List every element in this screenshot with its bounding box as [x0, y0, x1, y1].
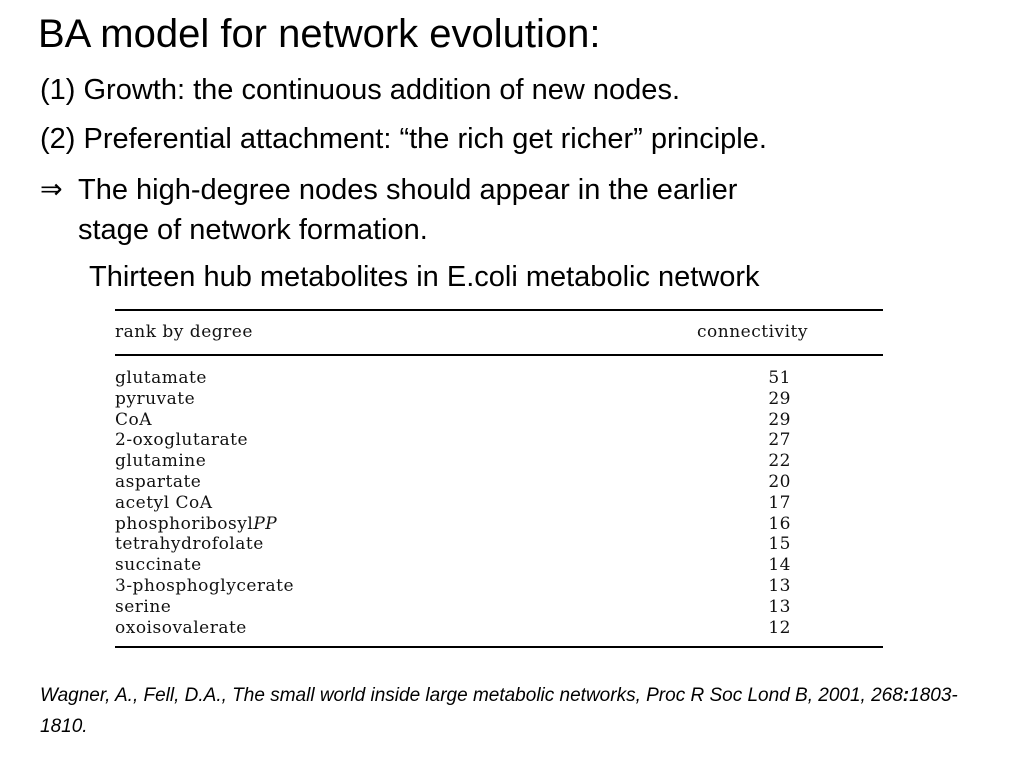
connectivity-value: 16: [768, 513, 791, 534]
metabolite-name: glutamine: [115, 451, 207, 472]
connectivity-value: 29: [768, 388, 791, 409]
header-rank-by-degree: rank by degree: [115, 322, 253, 342]
table-row: [115, 472, 883, 493]
connectivity-value: 51: [768, 368, 791, 388]
metabolite-name: 3-phosphoglycerate: [115, 575, 295, 596]
table-row: [115, 410, 883, 431]
metabolite-name-suffix: PP: [253, 513, 278, 534]
slide-title: BA model for network evolution:: [38, 12, 601, 56]
table-row: [115, 514, 883, 535]
connectivity-value: 29: [768, 409, 791, 430]
citation-pages: 1803-1810.: [40, 685, 958, 737]
connectivity-value: 17: [768, 492, 791, 513]
metabolite-name: aspartate: [115, 471, 202, 492]
bullet-growth: (1) Growth: the continuous addition of new nodes.: [40, 74, 680, 106]
table-row: [115, 451, 883, 472]
connectivity-value: 13: [768, 575, 791, 596]
table-row: [115, 534, 883, 555]
table-row: [115, 430, 883, 451]
header-connectivity: connectivity: [697, 322, 808, 342]
connectivity-value: 27: [768, 430, 791, 451]
metabolite-name: CoA: [115, 409, 153, 430]
connectivity-value: 13: [768, 596, 791, 617]
implication-block: [40, 170, 737, 250]
connectivity-value: 20: [768, 471, 791, 492]
table-row: [115, 576, 883, 597]
citation-colon: :: [902, 685, 910, 706]
table-caption: Thirteen hub metabolites in E.coli metabolic network: [89, 261, 760, 293]
table-row: [115, 368, 883, 389]
table-row: [115, 618, 883, 639]
metabolite-name: tetrahydrofolate: [115, 534, 264, 555]
table-row: [115, 555, 883, 576]
metabolite-name: glutamate: [115, 368, 207, 388]
connectivity-value: 15: [768, 534, 791, 555]
metabolite-name: acetyl CoA: [115, 492, 213, 513]
metabolite-name-base: phosphoribosyl: [115, 513, 254, 534]
connectivity-value: 14: [768, 555, 791, 576]
table-row: [115, 389, 883, 410]
implication-line-2: stage of network formation.: [78, 214, 428, 246]
table-row: [115, 493, 883, 514]
citation: [40, 680, 1000, 742]
table-row: [115, 597, 883, 618]
metabolite-name: [115, 514, 277, 535]
table-header: [115, 311, 883, 354]
bullet-preferential-attachment: (2) Preferential attachment: “the rich get richer” principle.: [40, 123, 767, 155]
connectivity-value: 22: [768, 451, 791, 472]
metabolite-name: serine: [115, 596, 172, 617]
hub-metabolites-table: [115, 309, 883, 648]
table-bottom-rule: [115, 646, 883, 648]
implication-line-1: The high-degree nodes should appear in the earlier: [78, 174, 738, 206]
metabolite-name: pyruvate: [115, 388, 196, 409]
implication-text: [78, 170, 737, 250]
implies-arrow-icon: ⇒: [40, 174, 63, 205]
metabolite-name: succinate: [115, 555, 202, 576]
connectivity-value: 12: [768, 617, 791, 638]
table-body: [115, 356, 883, 646]
metabolite-name: oxoisovalerate: [115, 617, 247, 638]
metabolite-name: 2-oxoglutarate: [115, 430, 249, 451]
citation-text: Wagner, A., Fell, D.A., The small world inside large metabolic networks, Proc R Soc Lond B, 2001, 268: [40, 685, 903, 706]
